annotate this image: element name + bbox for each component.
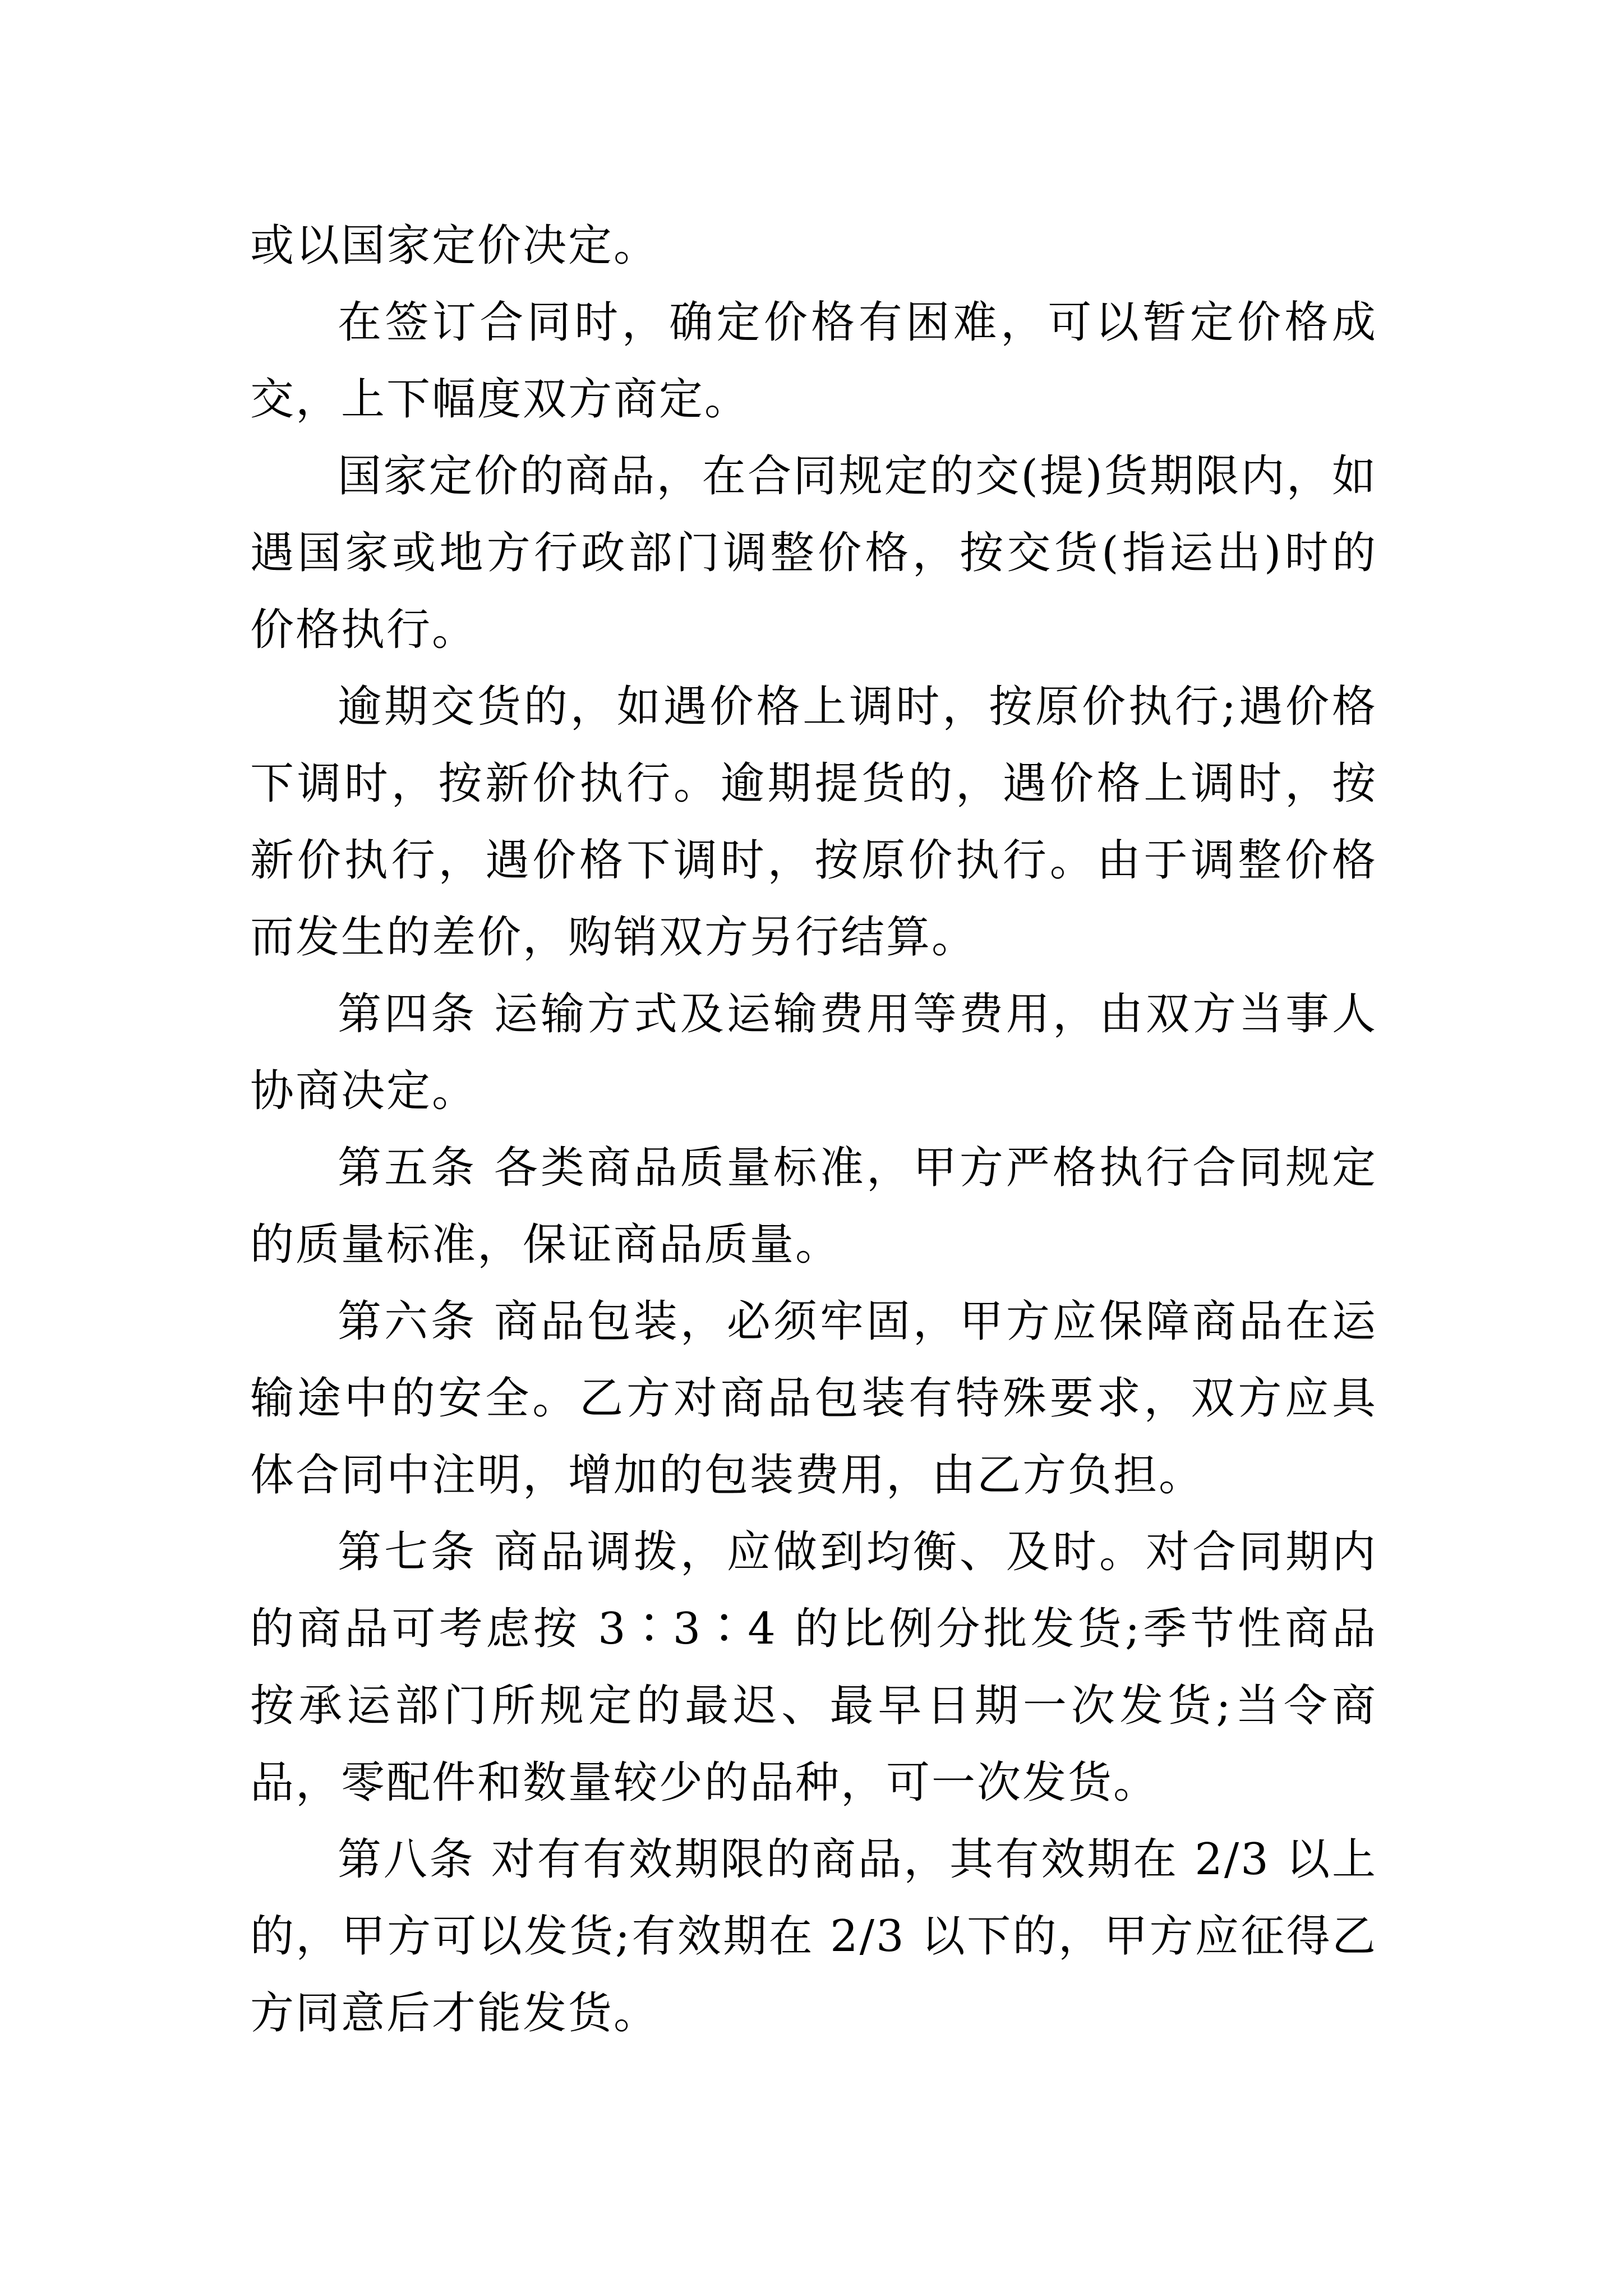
paragraph-continuation: 或以国家定价决定。 [250, 220, 660, 271]
paragraph-article-4: 第四条 运输方式及运输费用等费用，由双方当事人协商决定。 [250, 989, 1377, 1116]
paragraph-state-price: 国家定价的商品，在合同规定的交(提)货期限内，如遇国家或地方行政部门调整价格，按交货(指运出)时的价格执行。 [250, 451, 1377, 655]
paragraph-price-tentative: 在签订合同时，确定价格有困难，可以暂定价格成交，上下幅度双方商定。 [250, 297, 1377, 425]
document-body [250, 208, 1377, 2052]
paragraph-article-5: 第五条 各类商品质量标准，甲方严格执行合同规定的质量标准，保证商品质量。 [250, 1143, 1377, 1270]
paragraph-article-6: 第六条 商品包装，必须牢固，甲方应保障商品在运输途中的安全。乙方对商品包装有特殊要求，双方应具体合同中注明，增加的包装费用，由乙方负担。 [250, 1296, 1377, 1501]
paragraph-article-7: 第七条 商品调拨，应做到均衡、及时。对合同期内的商品可考虑按 3∶3∶4 的比例分批发货;季节性商品按承运部门所规定的最迟、最早日期一次发货;当令商品，零配件和数量较少的品种，可一次发货。 [250, 1527, 1377, 1808]
paragraph-overdue-delivery: 逾期交货的，如遇价格上调时，按原价执行;遇价格下调时，按新价执行。逾期提货的，遇价格上调时，按新价执行，遇价格下调时，按原价执行。由于调整价格而发生的差价，购销双方另行结算。 [250, 682, 1377, 963]
paragraph-article-8: 第八条 对有有效期限的商品，其有效期在 2/3 以上的，甲方可以发货;有效期在 2/3 以下的，甲方应征得乙方同意后才能发货。 [250, 1834, 1377, 2039]
